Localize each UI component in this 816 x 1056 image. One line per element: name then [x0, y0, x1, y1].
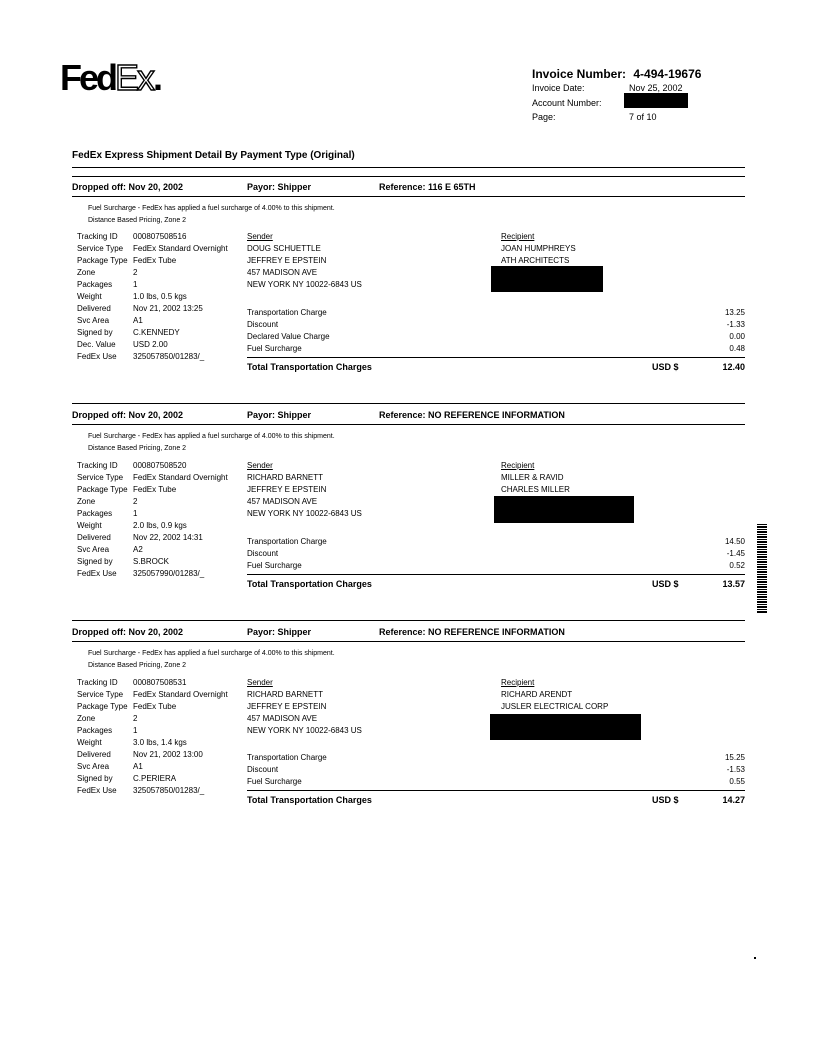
charge-label: Discount: [247, 549, 279, 558]
delivered: Nov 21, 2002 13:25: [133, 304, 203, 313]
label-service-type: Service Type: [77, 473, 124, 482]
divider: [247, 574, 745, 575]
section-title: FedEx Express Shipment Detail By Payment Type (Original): [72, 150, 355, 161]
page-label: Page:: [532, 112, 556, 122]
signed-by: S.BROCK: [133, 557, 170, 566]
label-packages: Packages: [77, 509, 113, 518]
reference: Reference: NO REFERENCE INFORMATION: [379, 627, 565, 637]
fedex-use: 325057990/01283/_: [133, 569, 205, 578]
fuel-note: Fuel Surcharge - FedEx has applied a fuel surcharge of 4.00% to this shipment.: [88, 205, 335, 212]
label-tracking-id: Tracking ID: [77, 232, 118, 241]
sender-line: RICHARD BARNETT: [247, 473, 324, 482]
dropped-off: Dropped off: Nov 20, 2002: [72, 627, 184, 637]
charge-label: Discount: [247, 320, 279, 329]
sender-line: JEFFREY E EPSTEIN: [247, 485, 327, 494]
label-svc-area: Svc Area: [77, 762, 110, 771]
recipient-line: JUSLER ELECTRICAL CORP: [501, 702, 609, 711]
charge-label: Fuel Surcharge: [247, 777, 302, 786]
recipient-line: RICHARD ARENDT: [501, 690, 573, 699]
charge-amount: 0.48: [729, 344, 745, 353]
fedex-logo: FedEx.: [60, 57, 161, 98]
charge-amount: 13.25: [724, 308, 745, 317]
weight: 3.0 lbs, 1.4 kgs: [133, 738, 187, 747]
svc-area: A1: [133, 316, 143, 325]
charge-amount: -1.33: [726, 320, 745, 329]
label-signed-by: Signed by: [77, 328, 113, 337]
label-service-type: Service Type: [77, 690, 124, 699]
label-delivered: Delivered: [77, 750, 111, 759]
sender-heading: Sender: [247, 232, 273, 241]
divider: [247, 357, 745, 358]
label-package-type: Package Type: [77, 485, 128, 494]
service-type: FedEx Standard Overnight: [133, 473, 228, 482]
sender-line: NEW YORK NY 10022-6843 US: [247, 280, 362, 289]
sender-line: 457 MADISON AVE: [247, 268, 318, 277]
divider: [72, 176, 745, 177]
charge-amount: 14.50: [724, 537, 745, 546]
charge-amount: -1.53: [726, 765, 745, 774]
invoice-date: Nov 25, 2002: [629, 83, 683, 93]
label-packages: Packages: [77, 726, 113, 735]
recipient-address-redaction: [494, 496, 634, 523]
charge-label: Declared Value Charge: [247, 332, 330, 341]
label-packages: Packages: [77, 280, 113, 289]
sender-heading: Sender: [247, 678, 273, 687]
label-fedex-use: FedEx Use: [77, 352, 117, 361]
zone-note: Distance Based Pricing, Zone 2: [88, 662, 187, 669]
recipient-line: ATH ARCHITECTS: [501, 256, 570, 265]
sender-line: DOUG SCHUETTLE: [247, 244, 321, 253]
zone: 2: [133, 268, 138, 277]
packages: 1: [133, 280, 138, 289]
account-number-redaction: [624, 93, 688, 108]
fedex-use: 325057850/01283/_: [133, 352, 205, 361]
recipient-line: MILLER & RAVID: [501, 473, 564, 482]
divider: [247, 790, 745, 791]
sender-heading: Sender: [247, 461, 273, 470]
divider: [72, 620, 745, 621]
reference: Reference: NO REFERENCE INFORMATION: [379, 410, 565, 420]
divider: [72, 167, 745, 168]
fuel-note: Fuel Surcharge - FedEx has applied a fuel surcharge of 4.00% to this shipment.: [88, 650, 335, 657]
payor: Payor: Shipper: [247, 410, 312, 420]
invoice-number: 4-494-19676: [633, 67, 702, 81]
recipient-heading: Recipient: [501, 232, 535, 241]
delivered: Nov 22, 2002 14:31: [133, 533, 203, 542]
sender-line: RICHARD BARNETT: [247, 690, 324, 699]
divider: [72, 196, 745, 197]
total-amount: 12.40: [722, 362, 745, 372]
label-package-type: Package Type: [77, 702, 128, 711]
charge-label: Transportation Charge: [247, 753, 327, 762]
charge-label: Fuel Surcharge: [247, 561, 302, 570]
label-dec-value: Dec. Value: [77, 340, 116, 349]
label-svc-area: Svc Area: [77, 316, 110, 325]
label-zone: Zone: [77, 497, 96, 506]
package-type: FedEx Tube: [133, 702, 177, 711]
sender-line: NEW YORK NY 10022-6843 US: [247, 726, 362, 735]
zone-note: Distance Based Pricing, Zone 2: [88, 217, 187, 224]
zone: 2: [133, 714, 138, 723]
charge-amount: 0.00: [729, 332, 745, 341]
svc-area: A1: [133, 762, 143, 771]
divider: [72, 641, 745, 642]
total-currency: USD $: [652, 579, 679, 589]
label-delivered: Delivered: [77, 533, 111, 542]
invoice-number-label: Invoice Number:: [532, 67, 627, 81]
sender-line: JEFFREY E EPSTEIN: [247, 702, 327, 711]
delivered: Nov 21, 2002 13:00: [133, 750, 203, 759]
tracking-id: 000807508516: [133, 232, 187, 241]
reference: Reference: 116 E 65TH: [379, 182, 476, 192]
divider: [72, 403, 745, 404]
service-type: FedEx Standard Overnight: [133, 690, 228, 699]
charge-label: Transportation Charge: [247, 537, 327, 546]
charge-label: Transportation Charge: [247, 308, 327, 317]
dropped-off: Dropped off: Nov 20, 2002: [72, 182, 184, 192]
total-amount: 13.57: [722, 579, 745, 589]
packages: 1: [133, 726, 138, 735]
total-label: Total Transportation Charges: [247, 579, 372, 589]
recipient-heading: Recipient: [501, 678, 535, 687]
charge-amount: 15.25: [724, 753, 745, 762]
label-svc-area: Svc Area: [77, 545, 110, 554]
weight: 1.0 lbs, 0.5 kgs: [133, 292, 187, 301]
invoice-date-label: Invoice Date:: [532, 83, 585, 93]
zone-note: Distance Based Pricing, Zone 2: [88, 445, 187, 452]
fuel-note: Fuel Surcharge - FedEx has applied a fuel surcharge of 4.00% to this shipment.: [88, 433, 335, 440]
fedex-use: 325057850/01283/_: [133, 786, 205, 795]
charge-label: Fuel Surcharge: [247, 344, 302, 353]
signed-by: C.PERIERA: [133, 774, 177, 783]
tracking-id: 000807508531: [133, 678, 187, 687]
total-amount: 14.27: [722, 795, 745, 805]
total-label: Total Transportation Charges: [247, 795, 372, 805]
sender-line: JEFFREY E EPSTEIN: [247, 256, 327, 265]
charge-label: Discount: [247, 765, 279, 774]
packages: 1: [133, 509, 138, 518]
label-fedex-use: FedEx Use: [77, 786, 117, 795]
sender-line: 457 MADISON AVE: [247, 497, 318, 506]
label-weight: Weight: [77, 521, 102, 530]
label-signed-by: Signed by: [77, 557, 113, 566]
payor: Payor: Shipper: [247, 627, 312, 637]
page-number: 7 of 10: [629, 112, 657, 122]
recipient-line: JOAN HUMPHREYS: [501, 244, 576, 253]
label-tracking-id: Tracking ID: [77, 461, 118, 470]
zone: 2: [133, 497, 138, 506]
total-currency: USD $: [652, 362, 679, 372]
account-number-label: Account Number:: [532, 98, 602, 108]
charge-amount: 0.52: [729, 561, 745, 570]
side-barcode: [757, 524, 767, 614]
weight: 2.0 lbs, 0.9 kgs: [133, 521, 187, 530]
charge-amount: 0.55: [729, 777, 745, 786]
charge-amount: -1.45: [726, 549, 745, 558]
sender-line: 457 MADISON AVE: [247, 714, 318, 723]
sender-line: NEW YORK NY 10022-6843 US: [247, 509, 362, 518]
label-signed-by: Signed by: [77, 774, 113, 783]
total-label: Total Transportation Charges: [247, 362, 372, 372]
payor: Payor: Shipper: [247, 182, 312, 192]
label-fedex-use: FedEx Use: [77, 569, 117, 578]
invoice-number-row: [532, 67, 701, 81]
label-weight: Weight: [77, 292, 102, 301]
label-zone: Zone: [77, 714, 96, 723]
recipient-line: CHARLES MILLER: [501, 485, 570, 494]
service-type: FedEx Standard Overnight: [133, 244, 228, 253]
dec-value: USD 2.00: [133, 340, 168, 349]
recipient-address-redaction: [491, 266, 603, 292]
dropped-off: Dropped off: Nov 20, 2002: [72, 410, 184, 420]
label-delivered: Delivered: [77, 304, 111, 313]
label-package-type: Package Type: [77, 256, 128, 265]
total-currency: USD $: [652, 795, 679, 805]
signed-by: C.KENNEDY: [133, 328, 180, 337]
label-tracking-id: Tracking ID: [77, 678, 118, 687]
recipient-heading: Recipient: [501, 461, 535, 470]
svc-area: A2: [133, 545, 143, 554]
label-zone: Zone: [77, 268, 96, 277]
package-type: FedEx Tube: [133, 485, 177, 494]
tracking-id: 000807508520: [133, 461, 187, 470]
label-service-type: Service Type: [77, 244, 124, 253]
label-weight: Weight: [77, 738, 102, 747]
divider: [72, 424, 745, 425]
package-type: FedEx Tube: [133, 256, 177, 265]
recipient-address-redaction: [490, 714, 641, 740]
page-mark: [754, 957, 756, 959]
